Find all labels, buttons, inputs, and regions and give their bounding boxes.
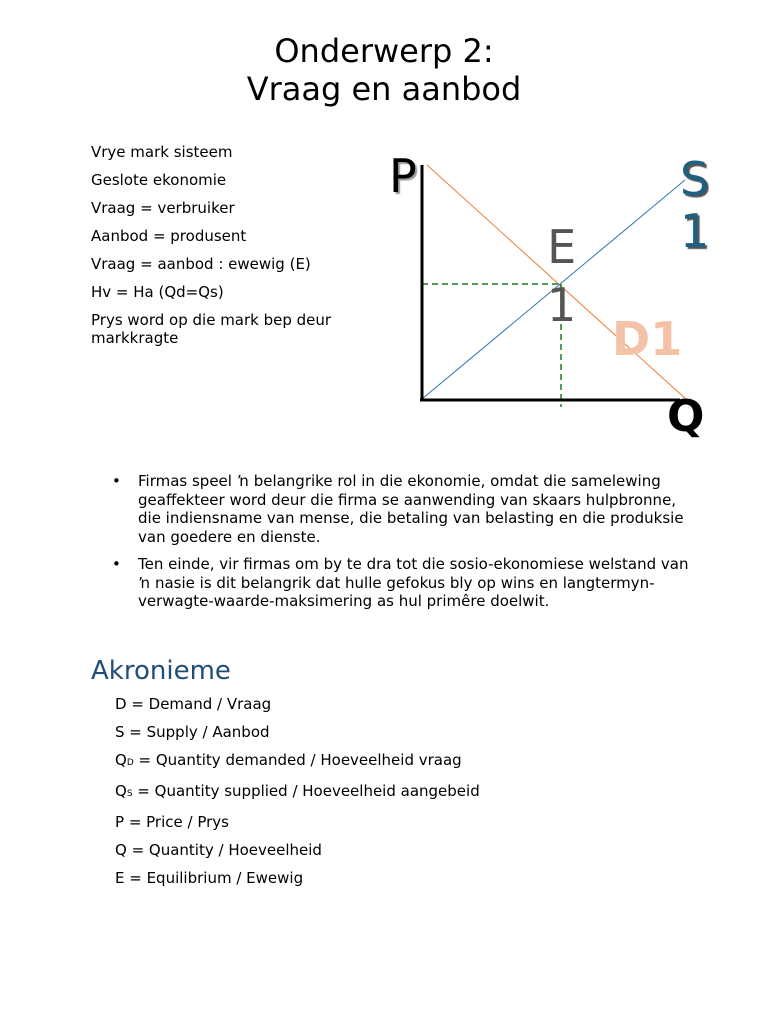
acronym-text: = Quantity demanded / Hoeveelheid vraag xyxy=(133,751,462,769)
intro-point: Geslote ekonomie xyxy=(91,171,227,189)
s-label: S xyxy=(680,152,710,206)
acronym-item xyxy=(115,723,480,741)
intro-point: Prys word op die mark bep deur markkragte xyxy=(91,311,332,347)
acronym-item xyxy=(115,782,480,803)
page-title xyxy=(0,32,768,108)
s-index: 1 xyxy=(680,204,710,258)
firm-role-bullets xyxy=(112,472,692,620)
d1-label: D1 xyxy=(612,312,683,366)
acronym-text: D = Demand / Vraag xyxy=(115,695,272,713)
supply-demand-diagram xyxy=(380,145,720,442)
acronym-item xyxy=(115,695,480,713)
bullet-dot: • xyxy=(112,555,121,573)
intro-point: Hv = Ha (Qd=Qs) xyxy=(91,283,224,301)
e-label: E xyxy=(547,220,577,274)
acronym-item xyxy=(115,869,480,887)
p-axis-label: P xyxy=(389,149,417,203)
e-index: 1 xyxy=(547,278,577,332)
acronym-item xyxy=(115,751,480,772)
bullet-text: Firmas speel ŉ belangrike rol in die ekonomie, omdat die samelewing geaffekteer word deur die firma se aanwending van skaars hulpbronne, die indiensname van mense, die betaling van belasting en die produksie van goedere en dienste. xyxy=(138,472,684,546)
acronym-text: E = Equilibrium / Ewewig xyxy=(115,869,304,887)
intro-list xyxy=(91,143,351,357)
q-axis-label: Q xyxy=(667,391,705,442)
acronym-text: Q xyxy=(115,782,127,800)
acronym-text: S = Supply / Aanbod xyxy=(115,723,270,741)
bullet-dot: • xyxy=(112,472,121,490)
acronym-item xyxy=(115,813,480,831)
bullet-text: Ten einde, vir firmas om by te dra tot die sosio-ekonomiese welstand van ŉ nasie is dit belangrik dat hulle gefokus bly op wins en langtermyn-verwagte-waarde-maksimering as hul primêre doelwit. xyxy=(138,555,689,610)
acronym-item xyxy=(115,841,480,859)
intro-point: Vraag = verbruiker xyxy=(91,199,235,217)
acronyms-heading: Akronieme xyxy=(91,656,231,686)
acronym-subscript: S xyxy=(126,789,133,799)
intro-point: Vraag = aanbod : ewewig (E) xyxy=(91,255,311,273)
e1-label xyxy=(547,218,576,334)
bullet-item xyxy=(112,472,692,546)
acronym-text: Q xyxy=(115,751,127,769)
acronym-subscript: D xyxy=(126,758,134,768)
acronym-text: Q = Quantity / Hoeveelheid xyxy=(115,841,322,859)
intro-point: Aanbod = produsent xyxy=(91,227,247,245)
title-line-2: Vraag en aanbod xyxy=(246,70,522,108)
s1-label xyxy=(680,153,709,257)
intro-point: Vrye mark sisteem xyxy=(91,143,233,161)
acronyms-list xyxy=(115,695,480,897)
acronym-text: = Quantity supplied / Hoeveelheid aangebeid xyxy=(132,782,480,800)
title-line-1: Onderwerp 2: xyxy=(274,32,494,70)
bullet-item xyxy=(112,555,692,611)
acronym-text: P = Price / Prys xyxy=(115,813,229,831)
